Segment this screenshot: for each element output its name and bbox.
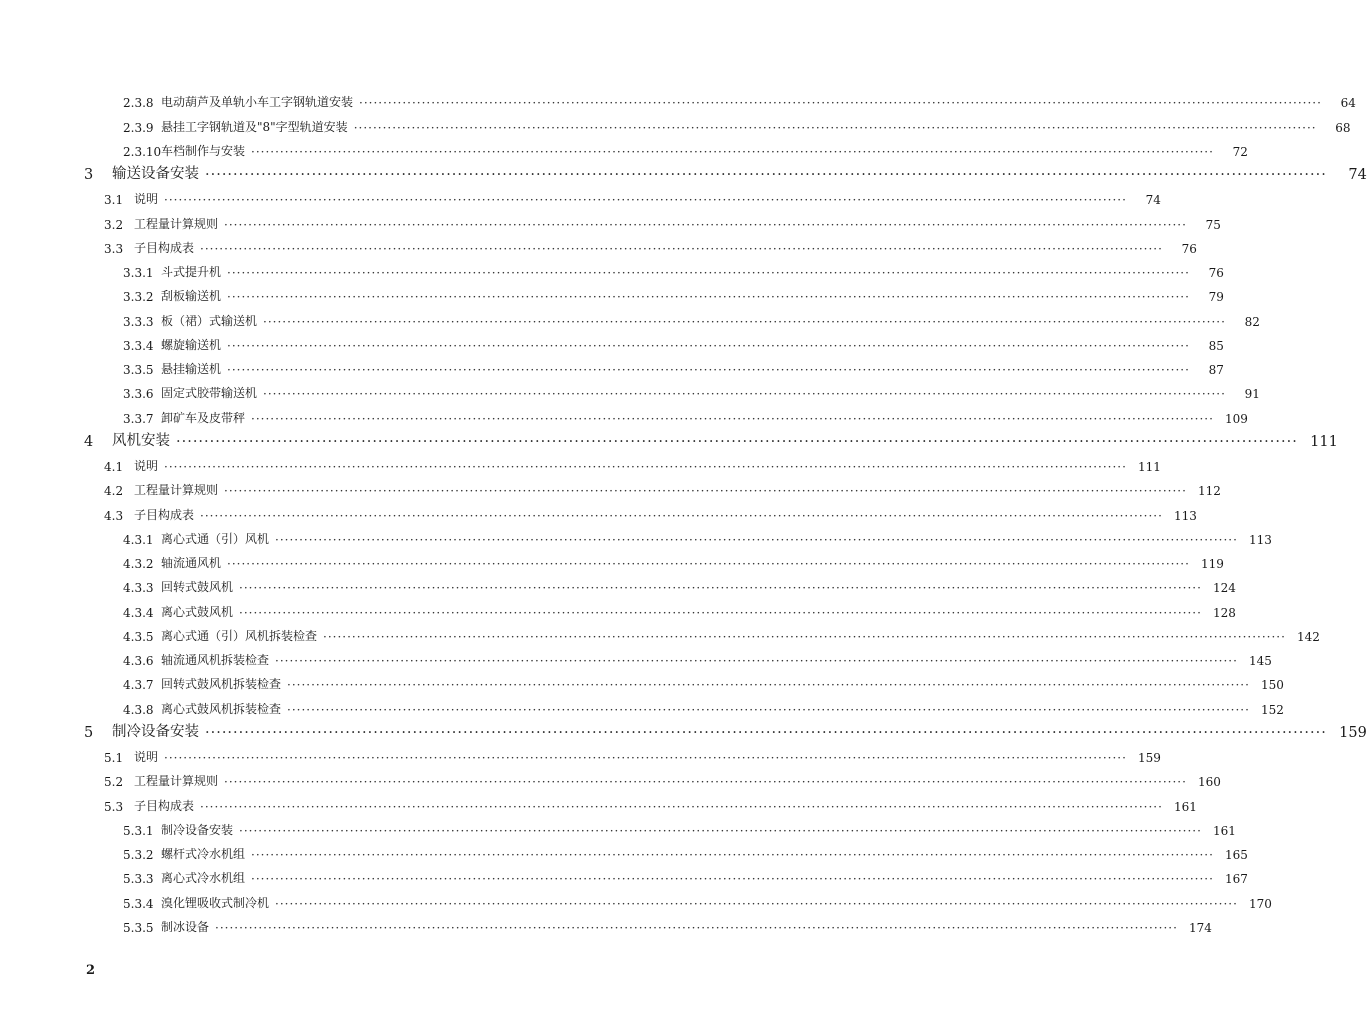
toc-leader-dots: ········································································································································································································ bbox=[359, 96, 1322, 111]
toc-entry-number: 3.3.3 bbox=[123, 314, 154, 329]
toc-entry-title: 悬挂输送机 bbox=[161, 362, 222, 376]
toc-entry-number: 5.3.4 bbox=[123, 896, 154, 911]
toc-leader-dots: ········································································································································································································ bbox=[323, 629, 1286, 644]
toc-entry[interactable] bbox=[0, 668, 1284, 693]
toc-entry-page: 85 bbox=[1208, 338, 1224, 353]
toc-entry-page: 145 bbox=[1249, 654, 1272, 668]
toc-entry[interactable] bbox=[0, 886, 1272, 911]
toc-entry[interactable] bbox=[0, 692, 1284, 717]
toc-entry-title: 离心式鼓风机 bbox=[161, 604, 234, 619]
toc-entry-title: 电动葫芦及单轨小车工字钢轨道安装 bbox=[161, 95, 354, 110]
toc-entry[interactable] bbox=[0, 789, 1197, 814]
toc-entry[interactable] bbox=[0, 329, 1224, 353]
toc-leader-dots: ········································································································································································································ bbox=[275, 532, 1238, 547]
toc-entry-number: 3.3.6 bbox=[123, 387, 154, 402]
toc-entry-page: 112 bbox=[1198, 484, 1221, 499]
toc-entry[interactable] bbox=[0, 814, 1236, 838]
toc-entry[interactable] bbox=[0, 135, 1248, 159]
toc-entry-number: 2.3.8 bbox=[123, 96, 154, 111]
toc-leader-dots: ········································································································································································································ bbox=[251, 848, 1214, 862]
toc-entry-page: 161 bbox=[1213, 823, 1236, 838]
toc-entry-number: 4.3.2 bbox=[123, 557, 154, 571]
toc-leader-dots: ········································································································································································································ bbox=[275, 896, 1238, 911]
toc-entry-title: 悬挂工字钢轨道及"8"字型轨道安装 bbox=[161, 119, 348, 134]
toc-leader-dots: ········································································································································································································ bbox=[200, 799, 1163, 814]
toc-entry-title: 螺杆式冷水机组 bbox=[161, 847, 246, 861]
toc-entry-number: 4.3.3 bbox=[123, 581, 154, 596]
toc-leader-dots: ········································································································································································································ bbox=[200, 508, 1163, 523]
toc-entry-page: 76 bbox=[1208, 266, 1224, 280]
toc-entry[interactable] bbox=[0, 838, 1248, 862]
toc-entry[interactable] bbox=[0, 304, 1260, 329]
toc-entry-number: 5 bbox=[84, 724, 94, 741]
toc-entry[interactable] bbox=[0, 620, 1320, 644]
toc-entry[interactable] bbox=[0, 498, 1197, 523]
toc-entry-number: 3.2 bbox=[104, 217, 124, 232]
toc-entry-number: 3.3.7 bbox=[123, 411, 154, 426]
toc-entry-page: 64 bbox=[1340, 96, 1356, 111]
toc-leader-dots: ········································································································································································································ bbox=[263, 387, 1226, 402]
toc-leader-dots: ········································································································································································································ bbox=[215, 920, 1178, 935]
toc-entry-page: 76 bbox=[1181, 241, 1197, 256]
toc-leader-dots: ········································································································································································································ bbox=[239, 605, 1202, 620]
toc-entry-number: 4.2 bbox=[104, 484, 124, 499]
toc-entry-number: 5.2 bbox=[104, 775, 124, 790]
toc-entry-title: 板（裙）式输送机 bbox=[161, 313, 258, 328]
toc-entry[interactable] bbox=[0, 426, 1338, 450]
toc-entry[interactable] bbox=[0, 765, 1221, 790]
toc-entry-title: 子目构成表 bbox=[134, 507, 195, 522]
toc-entry[interactable] bbox=[0, 741, 1161, 765]
toc-entry-title: 离心式冷水机组 bbox=[161, 871, 246, 886]
toc-entry-number: 5.3.5 bbox=[123, 920, 154, 935]
toc-entry-page: 74 bbox=[1348, 167, 1367, 183]
toc-entry-page: 170 bbox=[1249, 896, 1272, 911]
toc-entry-page: 160 bbox=[1198, 775, 1221, 790]
toc-entry-page: 165 bbox=[1225, 848, 1248, 862]
toc-leader-dots: ········································································································································································································ bbox=[200, 241, 1163, 256]
toc-leader-dots: ········································································································································································································ bbox=[224, 484, 1187, 499]
toc-entry-title: 制冷设备安装 bbox=[161, 822, 234, 837]
toc-entry-page: 128 bbox=[1213, 605, 1236, 620]
toc-leader-dots: ········································································································································································································ bbox=[353, 120, 1317, 135]
toc-entry-title: 说明 bbox=[134, 750, 159, 764]
toc-entry-title: 车档制作与安装 bbox=[161, 143, 246, 158]
toc-entry-title: 工程量计算规则 bbox=[134, 216, 219, 231]
toc-leader-dots: ········································································································································································································ bbox=[239, 823, 1202, 838]
toc-entry[interactable] bbox=[0, 644, 1272, 668]
toc-entry-number: 4.3 bbox=[104, 508, 124, 523]
toc-entry-page: 109 bbox=[1225, 411, 1248, 426]
toc-entry-page: 124 bbox=[1213, 581, 1236, 596]
toc-entry-title: 子目构成表 bbox=[134, 798, 195, 813]
toc-entry-page: 174 bbox=[1189, 920, 1212, 935]
toc-entry-page: 159 bbox=[1138, 751, 1161, 765]
toc-entry[interactable] bbox=[0, 717, 1367, 741]
toc-leader-dots: ········································································································································································································ bbox=[227, 266, 1190, 280]
toc-entry[interactable] bbox=[0, 450, 1161, 474]
toc-entry-title: 螺旋输送机 bbox=[161, 337, 222, 352]
toc-entry-number: 5.3.1 bbox=[123, 823, 154, 838]
toc-entry-title: 刮板输送机 bbox=[161, 289, 222, 304]
toc-entry-number: 2.3.9 bbox=[123, 120, 154, 135]
toc-entry[interactable] bbox=[0, 523, 1272, 547]
toc-entry[interactable] bbox=[0, 280, 1224, 305]
toc-entry-page: 79 bbox=[1208, 290, 1224, 305]
toc-entry-number: 3.3.1 bbox=[123, 266, 154, 280]
toc-leader-dots: ········································································································································································································ bbox=[176, 433, 1298, 450]
toc-leader-dots: ········································································································································································································ bbox=[164, 193, 1127, 208]
toc-entry-number: 3.3.2 bbox=[123, 290, 154, 305]
toc-entry-title: 工程量计算规则 bbox=[134, 774, 219, 789]
toc-entry-number: 3 bbox=[84, 167, 94, 183]
toc-leader-dots: ········································································································································································································ bbox=[205, 724, 1327, 741]
toc-entry[interactable] bbox=[0, 377, 1260, 402]
toc-entry-title: 离心式通（引）风机拆装检查 bbox=[161, 628, 318, 643]
toc-entry-title: 制冰设备 bbox=[161, 919, 210, 934]
toc-entry-title: 固定式胶带输送机 bbox=[161, 386, 258, 401]
toc-entry-number: 5.3 bbox=[104, 799, 124, 814]
toc-entry-title: 说明 bbox=[134, 192, 159, 207]
toc-leader-dots: ········································································································································································································ bbox=[287, 678, 1250, 693]
toc-entry-title: 卸矿车及皮带秤 bbox=[161, 410, 246, 425]
toc-leader-dots: ········································································································································································································ bbox=[263, 314, 1226, 329]
toc-entry-number: 3.1 bbox=[104, 193, 124, 208]
toc-entry-page: 152 bbox=[1261, 702, 1284, 717]
toc-entry-title: 斗式提升机 bbox=[161, 265, 222, 279]
toc-entry-title: 回转式鼓风机 bbox=[161, 580, 234, 595]
toc-entry-page: 74 bbox=[1145, 193, 1161, 208]
toc-leader-dots: ········································································································································································································ bbox=[287, 702, 1250, 717]
toc-entry-page: 68 bbox=[1335, 120, 1351, 135]
toc-entry[interactable] bbox=[0, 110, 1351, 135]
toc-entry[interactable] bbox=[0, 595, 1236, 620]
toc-entry-page: 161 bbox=[1174, 799, 1197, 814]
toc-leader-dots: ········································································································································································································ bbox=[239, 581, 1202, 596]
toc-leader-dots: ········································································································································································································ bbox=[227, 363, 1190, 377]
toc-leader-dots: ········································································································································································································ bbox=[251, 411, 1214, 426]
toc-entry[interactable] bbox=[0, 862, 1248, 887]
toc-entry-page: 150 bbox=[1261, 678, 1284, 693]
toc-entry-page: 111 bbox=[1310, 433, 1338, 450]
page-number: 2 bbox=[86, 963, 96, 978]
toc-entry-page: 119 bbox=[1201, 557, 1224, 571]
toc-entry-number: 5.1 bbox=[104, 751, 124, 765]
toc-entry-page: 75 bbox=[1205, 217, 1221, 232]
toc-entry-page: 167 bbox=[1225, 872, 1248, 887]
toc-leader-dots: ········································································································································································································ bbox=[275, 654, 1238, 668]
toc-entry[interactable] bbox=[0, 911, 1212, 935]
toc-entry[interactable] bbox=[0, 353, 1224, 377]
toc-entry-number: 4.3.6 bbox=[123, 654, 154, 668]
toc-entry-number: 4.1 bbox=[104, 460, 124, 474]
toc-entry-title: 子目构成表 bbox=[134, 240, 195, 255]
toc-entry-title: 工程量计算规则 bbox=[134, 483, 219, 498]
toc-entry-number: 4.3.1 bbox=[123, 532, 154, 547]
toc-entry-number: 2.3.10 bbox=[123, 144, 162, 159]
toc-leader-dots: ········································································································································································································ bbox=[224, 775, 1187, 790]
toc-leader-dots: ········································································································································································································ bbox=[224, 217, 1187, 232]
toc-leader-dots: ········································································································································································································ bbox=[251, 144, 1214, 159]
toc-entry-page: 113 bbox=[1174, 508, 1197, 523]
toc-leader-dots: ········································································································································································································ bbox=[227, 290, 1190, 305]
toc-entry-number: 4 bbox=[84, 433, 94, 450]
toc-entry-title: 输送设备安装 bbox=[112, 166, 199, 182]
toc-entry-page: 91 bbox=[1244, 387, 1260, 402]
toc-entry[interactable] bbox=[0, 571, 1236, 596]
toc-entry-title: 轴流通风机 bbox=[161, 556, 222, 570]
toc-entry[interactable] bbox=[0, 86, 1356, 111]
toc-entry[interactable] bbox=[0, 159, 1367, 183]
toc-entry-number: 4.3.7 bbox=[123, 678, 154, 693]
toc-entry-title: 离心式通（引）风机 bbox=[161, 531, 270, 546]
toc-entry-title: 风机安装 bbox=[112, 432, 170, 449]
toc-entry-page: 72 bbox=[1232, 144, 1248, 159]
toc-entry[interactable] bbox=[0, 207, 1221, 232]
toc-leader-dots: ········································································································································································································ bbox=[251, 872, 1214, 887]
toc-entry-page: 111 bbox=[1138, 460, 1161, 474]
toc-leader-dots: ········································································································································································································ bbox=[227, 557, 1190, 571]
toc-entry-title: 制冷设备安装 bbox=[112, 723, 199, 740]
toc-entry-title: 轴流通风机拆装检查 bbox=[161, 653, 270, 667]
toc-leader-dots: ········································································································································································································ bbox=[227, 338, 1190, 353]
toc-entry-number: 3.3.5 bbox=[123, 363, 154, 377]
toc-entry[interactable] bbox=[0, 401, 1248, 426]
toc-entry-number: 3.3.4 bbox=[123, 338, 154, 353]
toc-entry-title: 回转式鼓风机拆装检查 bbox=[161, 677, 282, 692]
toc-entry-page: 87 bbox=[1208, 363, 1224, 377]
toc-entry[interactable] bbox=[0, 183, 1161, 208]
toc-entry-number: 4.3.4 bbox=[123, 605, 154, 620]
toc-entry-page: 82 bbox=[1244, 314, 1260, 329]
toc-entry-number: 4.3.5 bbox=[123, 629, 154, 644]
toc-entry-page: 159 bbox=[1339, 724, 1367, 741]
toc-entry[interactable] bbox=[0, 547, 1224, 571]
toc-leader-dots: ········································································································································································································ bbox=[205, 167, 1327, 183]
toc-entry[interactable] bbox=[0, 256, 1224, 280]
toc-entry-number: 5.3.2 bbox=[123, 848, 154, 862]
toc-entry[interactable] bbox=[0, 474, 1221, 499]
toc-leader-dots: ········································································································································································································ bbox=[164, 460, 1127, 474]
toc-entry-title: 离心式鼓风机拆装检查 bbox=[161, 701, 282, 716]
table-of-contents bbox=[0, 86, 1367, 935]
toc-entry-number: 4.3.8 bbox=[123, 702, 154, 717]
toc-entry-title: 说明 bbox=[134, 459, 159, 473]
toc-entry-page: 142 bbox=[1297, 629, 1320, 644]
toc-entry-title: 溴化锂吸收式制冷机 bbox=[161, 895, 270, 910]
toc-entry-number: 5.3.3 bbox=[123, 872, 154, 887]
toc-entry[interactable] bbox=[0, 232, 1197, 256]
toc-entry-number: 3.3 bbox=[104, 241, 124, 256]
toc-leader-dots: ········································································································································································································ bbox=[164, 751, 1127, 765]
toc-entry-page: 113 bbox=[1249, 532, 1272, 547]
